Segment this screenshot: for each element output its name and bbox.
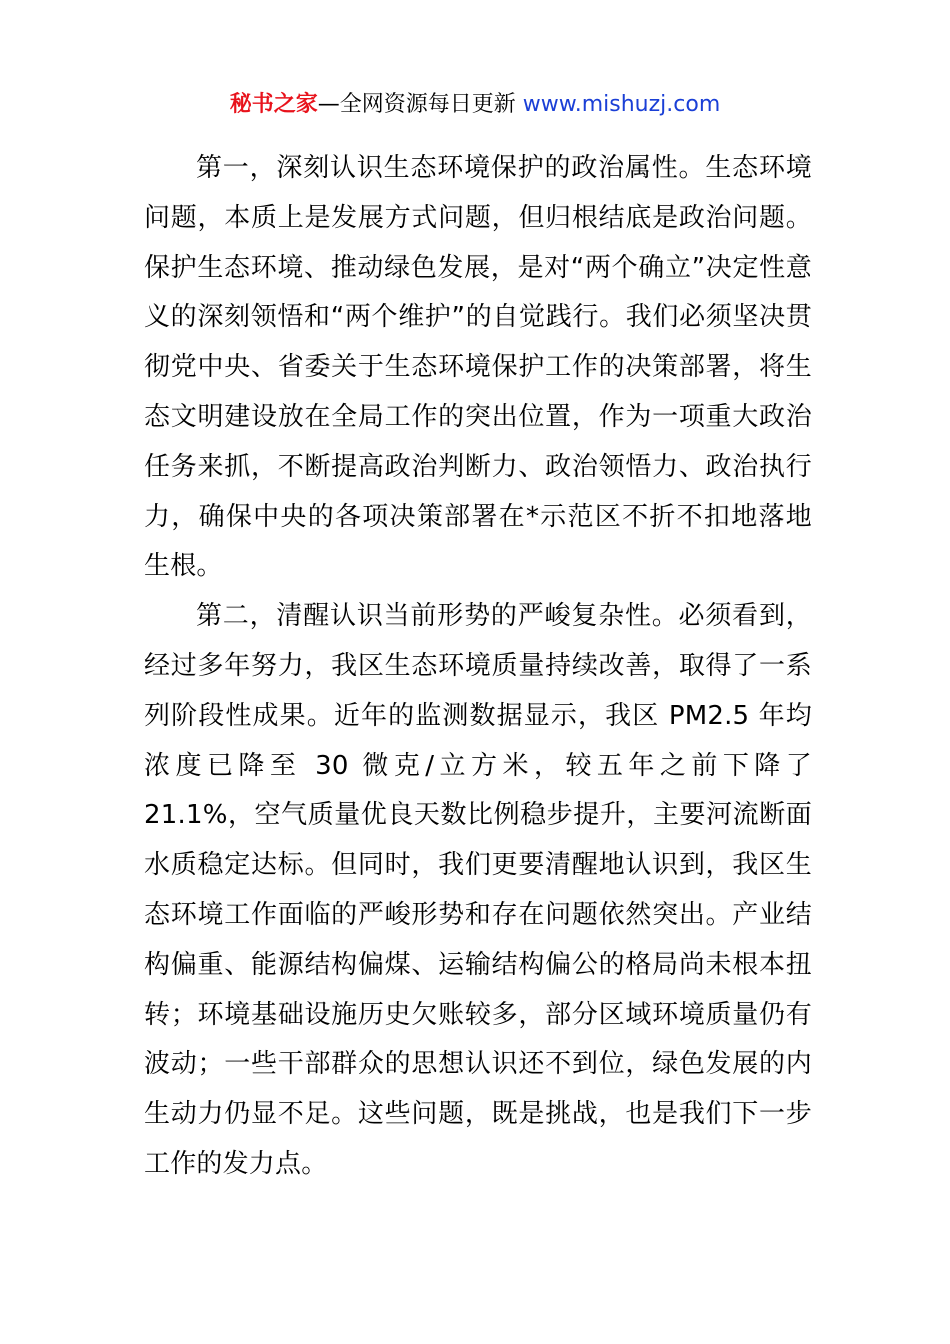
- page-header: [0, 88, 950, 122]
- site-url-link[interactable]: www.mishuzj.com: [522, 92, 721, 117]
- paragraph-2: 第二，清醒认识当前形势的严峻复杂性。必须看到，经过多年努力，我区生态环境质量持续改善，取得了一系列阶段性成果。近年的监测数据显示，我区 PM2.5 年均浓度已降至 30 微克/立方米，较五年之前下降了 21.1%，空气质量优良天数比例稳步提升，主要河流断面水质稳定达标。但同时，我们更要清醒地认识到，我区生态环境工作面临的严峻形势和存在问题依然突出。产业结构偏重、能源结构偏煤、运输结构偏公的格局尚未根本扭转；环境基础设施历史欠账较多，部分区域环境质量仍有波动；一些干部群众的思想认识还不到位，绿色发展的内生动力仍显不足。这些问题，既是挑战，也是我们下一步工作的发力点。: [144, 601, 812, 1179]
- paragraph-1: 第一，深刻认识生态环境保护的政治属性。生态环境问题，本质上是发展方式问题，但归根结底是政治问题。保护生态环境、推动绿色发展，是对“两个确立”决定性意义的深刻领悟和“两个维护”的自觉践行。我们必须坚决贯彻党中央、省委关于生态环境保护工作的决策部署，将生态文明建设放在全局工作的突出位置，作为一项重大政治任务来抓，不断提高政治判断力、政治领悟力、政治执行力，确保中央的各项决策部署在*示范区不折不扣地落地生根。: [144, 153, 812, 582]
- site-brand: 秘书之家: [229, 92, 318, 117]
- document-body: [144, 144, 812, 1190]
- site-tagline: —全网资源每日更新: [317, 92, 523, 117]
